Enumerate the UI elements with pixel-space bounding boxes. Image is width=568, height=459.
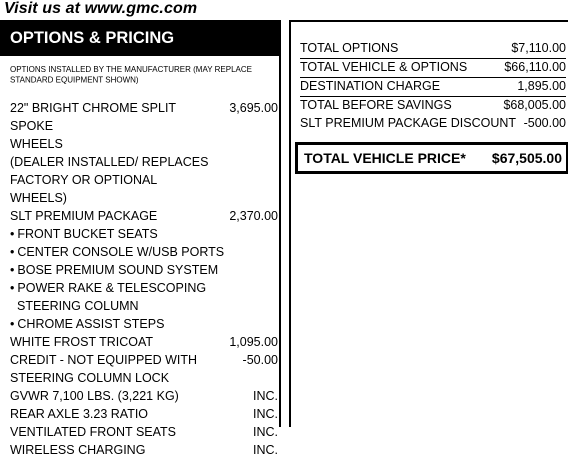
option-line: FACTORY OR OPTIONAL WHEELS) (10, 173, 157, 205)
total-vehicle-price (295, 142, 568, 174)
option-price: 2,370.00 (229, 209, 278, 223)
total-label: TOTAL VEHICLE PRICE* (304, 150, 466, 166)
summary-row: TOTAL BEFORE SAVINGS $68,005.00 (300, 97, 566, 115)
option-row (10, 351, 280, 387)
bullet-icon: • (10, 227, 15, 241)
bullet-icon: • (10, 281, 15, 295)
option-line: 22" BRIGHT CHROME SPLIT SPOKE (10, 101, 176, 133)
summary-value: -500.00 (523, 116, 566, 130)
included-row: VENTILATED FRONT SEATS INC. (10, 425, 278, 439)
included-row: REAR AXLE 3.23 RATIO INC. (10, 407, 278, 421)
price-summary-panel (289, 20, 568, 427)
summary-value: $68,005.00 (503, 98, 566, 112)
included-value: INC. (253, 389, 278, 403)
option-row (10, 99, 280, 207)
option-row (10, 207, 280, 225)
summary-row: SLT PREMIUM PACKAGE DISCOUNT -500.00 (300, 115, 566, 133)
option-line: CREDIT - NOT EQUIPPED WITH (10, 353, 198, 367)
summary-row: TOTAL VEHICLE & OPTIONS $66,110.00 (300, 59, 566, 78)
option-line: SLT PREMIUM PACKAGE (10, 209, 158, 223)
total-value: $67,505.00 (491, 150, 562, 166)
section-header: OPTIONS & PRICING (0, 20, 281, 56)
website-banner: Visit us at www.gmc.com (4, 0, 198, 17)
package-item-continued: STEERING COLUMN (17, 299, 139, 313)
option-price: -50.00 (242, 353, 278, 367)
fine-print-note: OPTIONS INSTALLED BY THE MANUFACTURER (MAY REPLACE STANDARD EQUIPMENT SHOWN) (10, 64, 252, 85)
summary-value: $66,110.00 (504, 60, 566, 74)
summary-row: TOTAL OPTIONS $7,110.00 (300, 40, 566, 59)
included-value: INC. (253, 425, 278, 439)
options-list (10, 99, 280, 459)
option-line: WHITE FROST TRICOAT (10, 335, 154, 349)
included-value: INC. (253, 443, 278, 457)
price-summary (300, 40, 566, 133)
package-item: • POWER RAKE & TELESCOPING (10, 281, 207, 295)
option-line: (DEALER INSTALLED/ REPLACES (10, 155, 209, 169)
included-row: WIRELESS CHARGING INC. (10, 443, 278, 457)
option-line: WHEELS (10, 137, 63, 151)
bullet-icon: • (10, 263, 15, 277)
summary-value: 1,895.00 (517, 79, 566, 93)
included-row: GVWR 7,100 LBS. (3,221 KG) INC. (10, 389, 278, 403)
summary-row: DESTINATION CHARGE 1,895.00 (300, 78, 566, 97)
package-item: • CENTER CONSOLE W/USB PORTS (10, 245, 225, 259)
option-line: STEERING COLUMN LOCK (10, 371, 170, 385)
bullet-icon: • (10, 317, 15, 331)
option-price: 3,695.00 (229, 101, 278, 115)
package-item: • CHROME ASSIST STEPS (10, 317, 165, 331)
option-price: 1,095.00 (229, 335, 278, 349)
summary-value: $7,110.00 (511, 41, 566, 55)
option-row (10, 333, 280, 351)
options-pricing-panel (0, 20, 281, 457)
included-value: INC. (253, 407, 278, 421)
bullet-icon: • (10, 245, 15, 259)
package-item: • BOSE PREMIUM SOUND SYSTEM (10, 263, 219, 277)
package-item: • FRONT BUCKET SEATS (10, 227, 158, 241)
